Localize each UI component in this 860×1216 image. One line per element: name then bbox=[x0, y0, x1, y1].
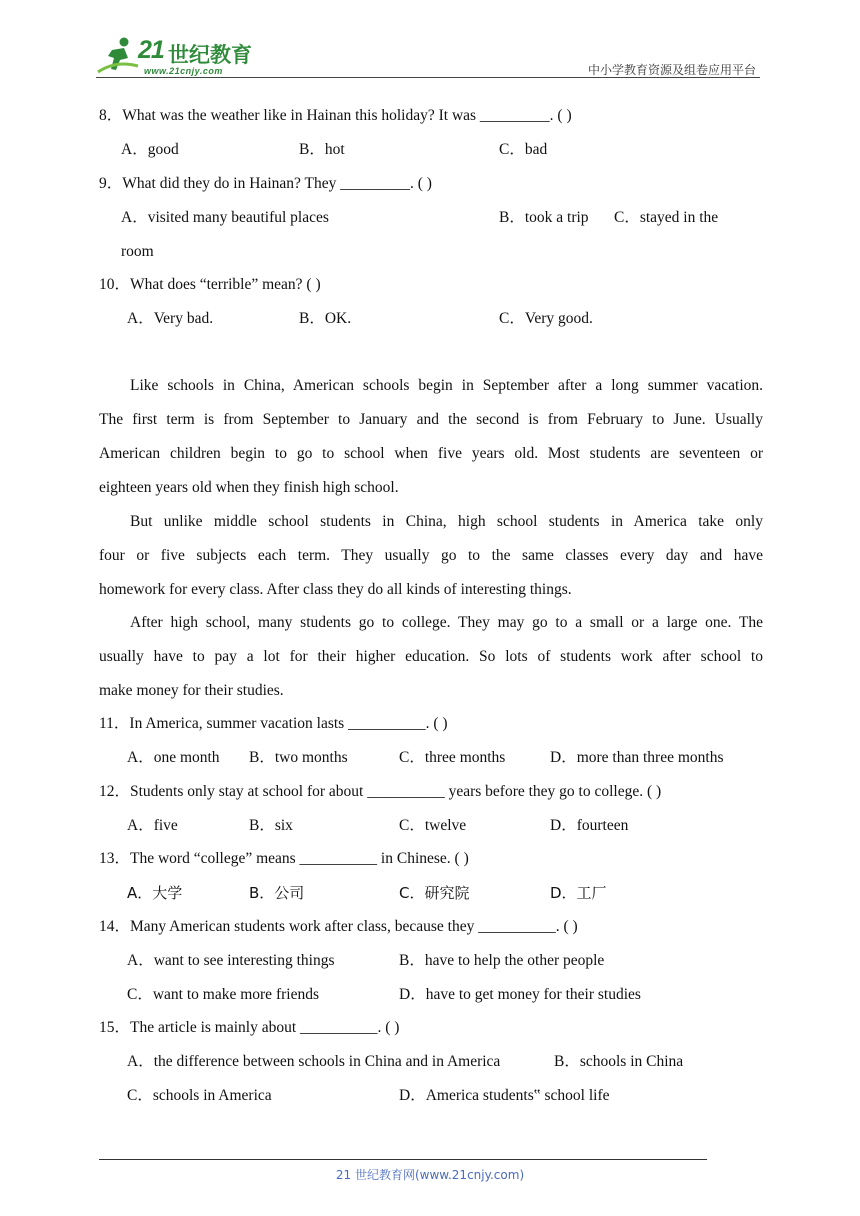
question-14-option-a: A．want to see interesting things bbox=[127, 952, 335, 969]
question-15-option-a: A．the difference between schools in China and in America bbox=[127, 1053, 501, 1070]
question-14-option-d: D．have to get money for their studies bbox=[399, 986, 641, 1003]
passage-line: But unlike middle school students in China, high school students in America take only bbox=[130, 513, 763, 530]
question-11-option-c: C．three months bbox=[399, 749, 506, 766]
passage-line: make money for their studies. bbox=[99, 682, 284, 699]
question-14-option-b: B．have to help the other people bbox=[399, 952, 605, 969]
passage-line: After high school, many students go to college. They may go to a small or a large one. The bbox=[130, 614, 763, 631]
question-8-option-a: A．good bbox=[121, 141, 179, 158]
passage-paragraph-3 bbox=[99, 606, 763, 708]
question-13-option-b: B．公司 bbox=[249, 884, 305, 902]
header-divider bbox=[96, 77, 760, 78]
question-13-option-d: D．工厂 bbox=[550, 884, 607, 902]
question-10-option-b: B．OK. bbox=[299, 310, 352, 327]
question-14-stem: 14．Many American students work after class, because they __________. ( ) bbox=[99, 918, 578, 935]
question-12-option-a: A．five bbox=[127, 817, 178, 834]
passage-line: The first term is from September to January and the second is from February to June. Usually bbox=[99, 411, 763, 428]
passage-line: homework for every class. After class they do all kinds of interesting things. bbox=[99, 581, 572, 598]
question-13-stem: 13．The word “college” means __________ in Chinese. ( ) bbox=[99, 850, 469, 867]
question-9-option-a: A．visited many beautiful places bbox=[121, 209, 329, 226]
question-15-option-b: B．schools in China bbox=[554, 1053, 684, 1070]
question-12-option-b: B．six bbox=[249, 817, 293, 834]
question-13-option-a: A．大学 bbox=[127, 884, 183, 902]
platform-tagline: 中小学教育资源及组卷应用平台 bbox=[587, 63, 756, 77]
question-8-stem: 8．What was the weather like in Hainan this holiday? It was _________. ( ) bbox=[99, 107, 572, 124]
question-15-option-d: D．America students‟ school life bbox=[399, 1087, 610, 1104]
logo-number: 21 bbox=[138, 36, 164, 64]
question-10-option-c: C．Very good. bbox=[499, 310, 593, 327]
logo-url: www.21cnjy.com bbox=[144, 66, 223, 76]
question-8-option-b: B．hot bbox=[299, 141, 345, 158]
question-11-option-d: D．more than three months bbox=[550, 749, 724, 766]
passage-paragraph-1 bbox=[99, 369, 763, 505]
question-9-stem: 9．What did they do in Hainan? They _________. ( ) bbox=[99, 175, 432, 192]
question-12-option-d: D．fourteen bbox=[550, 817, 629, 834]
footer-text: 21 世纪教育网(www.21cnjy.com) bbox=[335, 1168, 525, 1182]
question-8-option-c: C．bad bbox=[499, 141, 548, 158]
question-11-option-a: A．one month bbox=[127, 749, 220, 766]
logo-text: 世纪教育 bbox=[168, 43, 252, 67]
passage-line: American children begin to go to school when five years old. Most students are seventeen or bbox=[99, 445, 763, 462]
question-12-option-c: C．twelve bbox=[399, 817, 467, 834]
passage-paragraph-2 bbox=[99, 505, 763, 607]
question-15-option-c: C．schools in America bbox=[127, 1087, 272, 1104]
passage-line: Like schools in China, American schools begin in September after a long summer vacation. bbox=[130, 377, 763, 394]
site-logo bbox=[94, 36, 264, 78]
question-10-option-a: A．Very bad. bbox=[127, 310, 214, 327]
question-10-stem: 10．What does “terrible” mean? ( ) bbox=[99, 276, 321, 293]
question-14-option-c: C．want to make more friends bbox=[127, 986, 319, 1003]
question-9-option-c-continued: room bbox=[121, 243, 154, 260]
question-9-option-b: B．took a trip bbox=[499, 209, 589, 226]
question-11-option-b: B．two months bbox=[249, 749, 348, 766]
runner-logo-icon bbox=[94, 36, 140, 76]
question-13-option-c: C．研究院 bbox=[399, 884, 470, 902]
question-11-stem: 11．In America, summer vacation lasts __________. ( ) bbox=[99, 715, 448, 732]
question-12-stem: 12．Students only stay at school for about __________ years before they go to college. ( ) bbox=[99, 783, 662, 800]
passage-line: eighteen years old when they finish high school. bbox=[99, 479, 399, 496]
passage-line: four or five subjects each term. They usually go to the same classes every day and have bbox=[99, 547, 763, 564]
footer-divider bbox=[99, 1159, 707, 1160]
question-15-stem: 15．The article is mainly about __________. ( ) bbox=[99, 1019, 400, 1036]
passage-line: usually have to pay a lot for their higher education. So lots of students work after school to bbox=[99, 648, 763, 665]
question-9-option-c: C．stayed in the bbox=[614, 209, 719, 226]
